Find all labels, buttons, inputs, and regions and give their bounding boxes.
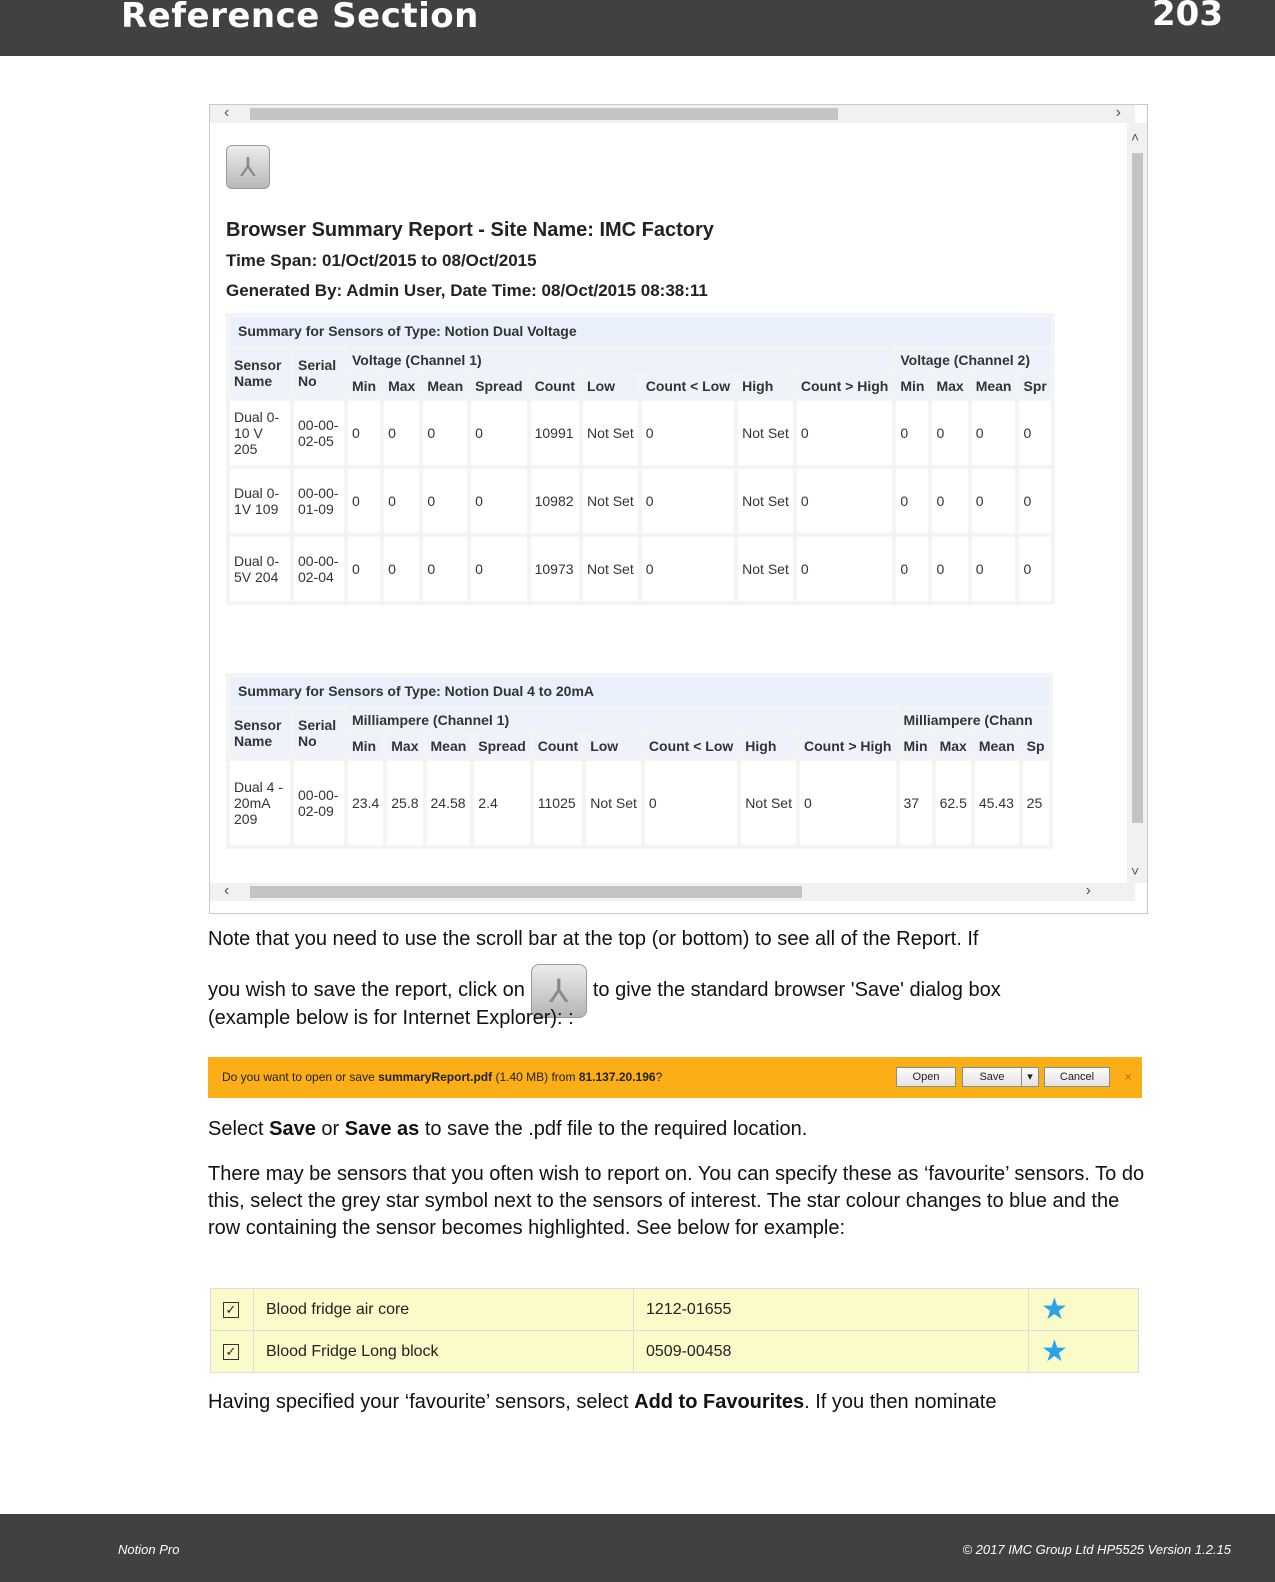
table-cell: 45.43 [975,761,1019,845]
subheader-cell: Max [936,735,971,757]
report-viewport [210,123,1125,883]
subheader-cell: Min [896,375,928,397]
serial-cell: 1212-01655 [634,1289,1029,1331]
subheader-cell: Mean [975,735,1019,757]
table-row [230,469,1051,533]
table-cell: 10982 [531,469,579,533]
text-span: to give the standard browser 'Save' dialog box [592,979,1001,1001]
pdf-icon: ⅄ [531,964,587,1018]
table-cell: 0 [1019,469,1050,533]
star-icon[interactable]: ★ [1041,1292,1068,1326]
star-cell[interactable] [1029,1331,1139,1373]
page-header [0,0,1275,56]
serial-cell: 0509-00458 [634,1331,1029,1373]
table-cell: 0 [471,401,526,465]
report-title: Browser Summary Report - Site Name: IMC Factory [226,219,714,241]
sensor-name-cell: Blood Fridge Long block [254,1331,634,1373]
table-cell: 10991 [531,401,579,465]
report-time-span: Time Span: 01/Oct/2015 to 08/Oct/2015 [226,251,537,270]
subheader-cell: Spr [1019,375,1050,397]
table-cell: 2.4 [474,761,529,845]
table-cell: 0 [797,537,893,601]
subheader-cell: Mean [423,375,467,397]
paragraph-select-save [208,1116,1148,1143]
table-cell: 0 [423,469,467,533]
text-line: (example below is for Internet Explorer): : [208,1007,574,1029]
text-span: . If you then nominate [804,1391,997,1413]
table-row [230,537,1051,601]
table-cell: 25.8 [387,761,422,845]
star-cell[interactable] [1029,1289,1139,1331]
scroll-up-icon[interactable]: ˄ [1131,129,1140,145]
footer-copyright: © 2017 IMC Group Ltd HP5525 Version 1.2.15 [962,1542,1231,1557]
group-channel-1: Milliampere (Channel 1) [348,709,896,731]
top-horizontal-scrollbar[interactable] [210,105,1135,123]
favourites-table [210,1288,1139,1373]
subheader-cell: High [741,735,796,757]
table-cell: 62.5 [936,761,971,845]
col-sensor-name: Sensor Name [230,709,290,757]
subheader-cell: Sp [1023,735,1049,757]
table-cell: 0 [932,537,967,601]
scroll-thumb[interactable] [250,886,802,898]
table-cell: 37 [900,761,932,845]
vertical-scrollbar[interactable] [1127,123,1147,883]
table-cell: 0 [1019,401,1050,465]
table-cell: Dual 4 - 20mA 209 [230,761,290,845]
table-cell: 0 [348,469,380,533]
table-cell: Not Set [583,469,638,533]
table-cell: 0 [642,469,734,533]
table-cell: 0 [471,537,526,601]
bold-save-as: Save as [344,1118,420,1140]
scroll-right-icon[interactable]: › [1115,104,1121,121]
text-span: or [315,1118,345,1140]
table-cell: 10973 [531,537,579,601]
col-serial-no: Serial No [294,709,344,757]
subheader-cell: Low [586,735,641,757]
table-cell: 00-00-02-09 [294,761,344,845]
table-cell: Dual 0-10 V 205 [230,401,290,465]
paragraph-favourites: There may be sensors that you often wish to report on. You can specify these as ‘favourite’ sensors. To do this, select the grey star symbol next to the sensors of interest. The star colour changes to blue and the row containing the sensor becomes highlighted. See below for example: [208,1163,1145,1239]
table-cell: Not Set [738,401,793,465]
subheader-cell: Count > High [800,735,896,757]
table-cell: 0 [896,469,928,533]
host-name: 81.137.20.196 [578,1070,656,1084]
table-cell: 00-00-02-05 [294,401,344,465]
subheader-cell: Spread [474,735,529,757]
close-icon[interactable]: × [1124,1069,1132,1084]
report-generated-by: Generated By: Admin User, Date Time: 08/Oct/2015 08:38:11 [226,281,708,300]
table-cell: 0 [423,537,467,601]
text-span: you wish to save the report, click on [208,979,525,1001]
subheader-cell: Low [583,375,638,397]
table-cell: 0 [972,537,1016,601]
section-title: Reference Section [121,0,479,36]
group-channel-2: Voltage (Channel 2) [896,349,1050,371]
msg-text: (1.40 MB) from [492,1070,579,1084]
favourite-row [211,1331,1139,1373]
table-cell: 23.4 [348,761,383,845]
table-cell: Dual 0-1V 109 [230,469,290,533]
favourite-row [211,1289,1139,1331]
vertical-scroll-thumb[interactable] [1132,153,1143,823]
table-cell: 11025 [534,761,582,845]
subheader-cell: Min [348,735,383,757]
subheader-cell: High [738,375,793,397]
table-row [230,401,1051,465]
msg-text: ? [655,1070,663,1084]
table-caption: Summary for Sensors of Type: Notion Dual 4 to 20mA [230,677,1049,705]
col-sensor-name: Sensor Name [230,349,290,397]
subheader-cell: Max [387,735,422,757]
bottom-horizontal-scrollbar[interactable] [210,883,1135,901]
checkbox-cell[interactable] [211,1289,254,1331]
table-cell: 0 [642,537,734,601]
table-cell: 0 [932,469,967,533]
table-cell: 0 [471,469,526,533]
table-cell: 0 [972,469,1016,533]
table-cell: 0 [797,401,893,465]
star-icon[interactable]: ★ [1041,1334,1068,1368]
save-button[interactable]: Save [962,1067,1022,1087]
checkbox-icon[interactable]: ✓ [223,1344,239,1360]
subheader-cell: Mean [427,735,471,757]
file-name: summaryReport.pdf [378,1070,493,1084]
table-cell: 0 [384,469,419,533]
download-message [222,1070,662,1084]
table-cell: Not Set [583,401,638,465]
table-row [230,761,1049,845]
ie-download-bar [208,1057,1142,1098]
table-cell: 0 [642,401,734,465]
checkbox-icon[interactable]: ✓ [223,1302,239,1318]
summary-table-dual-voltage [226,313,1055,605]
msg-text: Do you want to open or save [222,1070,379,1084]
table-cell: 00-00-01-09 [294,469,344,533]
table-cell: 0 [645,761,737,845]
page-footer [0,1514,1275,1582]
summary-table-dual-4-20ma [226,673,1053,849]
table-cell: Not Set [586,761,641,845]
pdf-icon[interactable]: ⅄ [226,145,270,189]
col-serial-no: Serial No [294,349,344,397]
subheader-cell: Max [384,375,419,397]
table-cell: 0 [896,401,928,465]
bold-save: Save [269,1118,316,1140]
table-cell: 0 [384,401,419,465]
checkbox-cell[interactable] [211,1331,254,1373]
table-cell: 00-00-02-04 [294,537,344,601]
scroll-thumb[interactable] [250,108,838,120]
bold-add-to-favourites: Add to Favourites [634,1391,805,1413]
subheader-cell: Max [932,375,967,397]
table-cell: Not Set [583,537,638,601]
subheader-cell: Min [348,375,380,397]
table-cell: 25 [1023,761,1049,845]
table-cell: 0 [348,401,380,465]
save-dropdown-icon[interactable]: ▾ [1021,1067,1039,1087]
scroll-down-icon[interactable]: ˅ [1131,863,1140,879]
table-cell: 0 [384,537,419,601]
table-caption: Summary for Sensors of Type: Notion Dual Voltage [230,317,1051,345]
text-line: Note that you need to use the scroll bar at the top (or bottom) to see all of the Report. If [208,928,979,950]
text-span: Having specified your ‘favourite’ sensors, select [208,1391,635,1413]
table-cell: 0 [972,401,1016,465]
subheader-cell: Count < Low [642,375,734,397]
table-cell: 0 [348,537,380,601]
scroll-left-icon[interactable]: ‹ [224,104,230,121]
table-cell: Not Set [741,761,796,845]
text-span: to save the .pdf file to the required location. [419,1118,808,1140]
table-cell: 0 [423,401,467,465]
text-span: Select [208,1118,270,1140]
subheader-cell: Count < Low [645,735,737,757]
paragraph-scroll-note [208,926,1148,1032]
report-screenshot [209,104,1148,914]
paragraph-add-favourites [208,1389,1148,1416]
scroll-right-icon[interactable]: › [1085,882,1091,899]
table-cell: 24.58 [427,761,471,845]
table-cell: 0 [896,537,928,601]
table-cell: 0 [1019,537,1050,601]
table-cell: Not Set [738,537,793,601]
open-button[interactable]: Open [896,1067,956,1087]
group-channel-2: Milliampere (Chann [900,709,1049,731]
subheader-cell: Min [900,735,932,757]
table-cell: 0 [800,761,896,845]
subheader-cell: Spread [471,375,526,397]
group-channel-1: Voltage (Channel 1) [348,349,892,371]
page-number: 203 [1152,0,1223,34]
subheader-cell: Count > High [797,375,893,397]
table-cell: Not Set [738,469,793,533]
cancel-button[interactable]: Cancel [1044,1067,1110,1087]
subheader-cell: Mean [972,375,1016,397]
sensor-name-cell: Blood fridge air core [254,1289,634,1331]
table-cell: 0 [932,401,967,465]
subheader-cell: Count [531,375,579,397]
table-cell: 0 [797,469,893,533]
subheader-cell: Count [534,735,582,757]
footer-product: Notion Pro [118,1542,180,1557]
table-cell: Dual 0-5V 204 [230,537,290,601]
scroll-left-icon[interactable]: ‹ [224,882,230,899]
